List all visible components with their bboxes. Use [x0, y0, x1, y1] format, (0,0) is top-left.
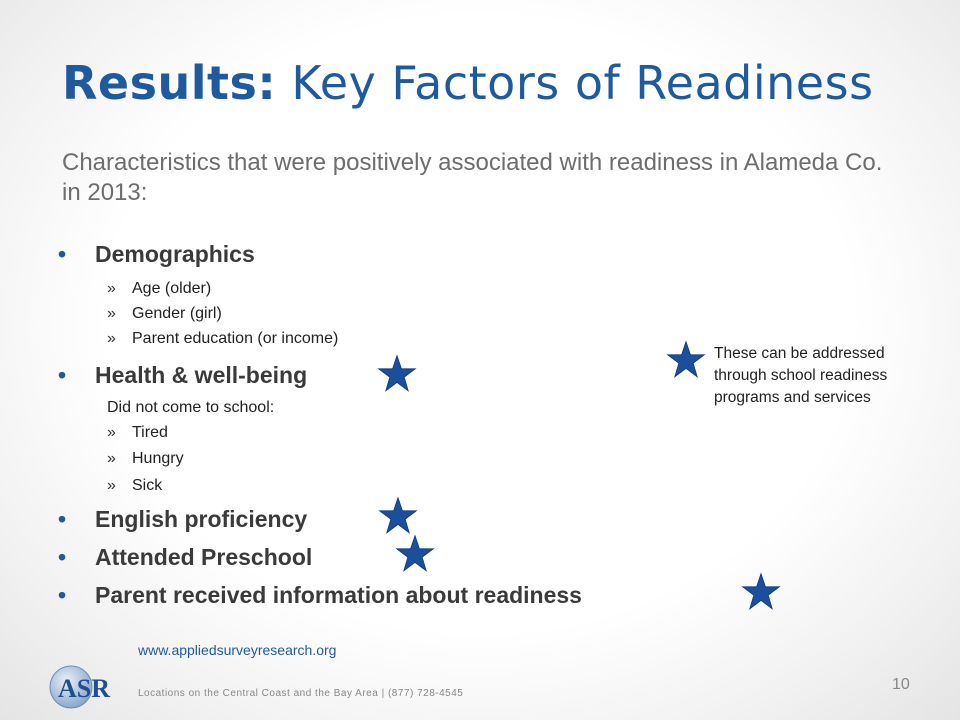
star-legend-note: These can be addressed through school readiness programs and services: [714, 345, 888, 406]
bullet-dot: •: [58, 544, 67, 570]
sub-bullet-symbol: »: [107, 450, 116, 467]
bullet-label: English proficiency: [95, 506, 308, 532]
sub-item-label: Sick: [132, 477, 163, 494]
bullet-dot: •: [58, 506, 67, 532]
star-icon: [378, 496, 418, 536]
health-intro: Did not come to school:: [107, 399, 275, 416]
bullet-parent-info: [58, 582, 582, 609]
slide-subtitle: Characteristics that were positively associated with readiness in Alameda Co. in 2013:: [62, 149, 883, 206]
sub-item-label: Gender (girl): [132, 305, 222, 322]
sub-item-label: Hungry: [132, 450, 184, 467]
title-bold: Results:: [62, 56, 277, 110]
sub-bullet-symbol: »: [107, 280, 116, 297]
sub-item-label: Age (older): [132, 280, 212, 297]
star-icon: [395, 534, 435, 574]
bullet-label: Health & well-being: [95, 362, 308, 388]
bullet-health: [58, 362, 307, 389]
footer-website-link[interactable]: www.appliedsurveyresearch.org: [138, 642, 337, 658]
bullet-dot: •: [58, 362, 67, 388]
asr-logo: [48, 664, 124, 710]
sub-item: [107, 424, 168, 442]
page-number: 10: [892, 676, 910, 693]
sub-item: [107, 330, 338, 348]
sub-bullet-symbol: »: [107, 305, 116, 322]
bullet-english: [58, 506, 307, 533]
slide-title: [62, 56, 874, 110]
footer-locations: Locations on the Central Coast and the Bay Area | (877) 728-4545: [138, 688, 464, 699]
star-icon: [741, 572, 781, 612]
star-icon: [666, 340, 706, 380]
bullet-dot: •: [58, 582, 67, 608]
sub-bullet-symbol: »: [107, 424, 116, 441]
bullet-dot: •: [58, 241, 67, 267]
sub-item: [107, 477, 162, 495]
sub-item: [107, 305, 222, 323]
title-rest: Key Factors of Readiness: [276, 56, 874, 110]
sub-bullet-symbol: »: [107, 330, 116, 347]
star-icon: [377, 354, 417, 394]
sub-item-label: Tired: [132, 424, 168, 441]
sub-item-label: Parent education (or income): [132, 330, 339, 347]
bullet-preschool: [58, 544, 312, 571]
logo-text: ASR: [58, 674, 111, 703]
bullet-demographics: [58, 241, 255, 268]
sub-item: [107, 280, 211, 298]
sub-item: [107, 450, 184, 468]
bullet-label: Attended Preschool: [95, 544, 313, 570]
bullet-label: Demographics: [95, 241, 255, 267]
bullet-label: Parent received information about readiness: [95, 582, 582, 608]
sub-bullet-symbol: »: [107, 477, 116, 494]
